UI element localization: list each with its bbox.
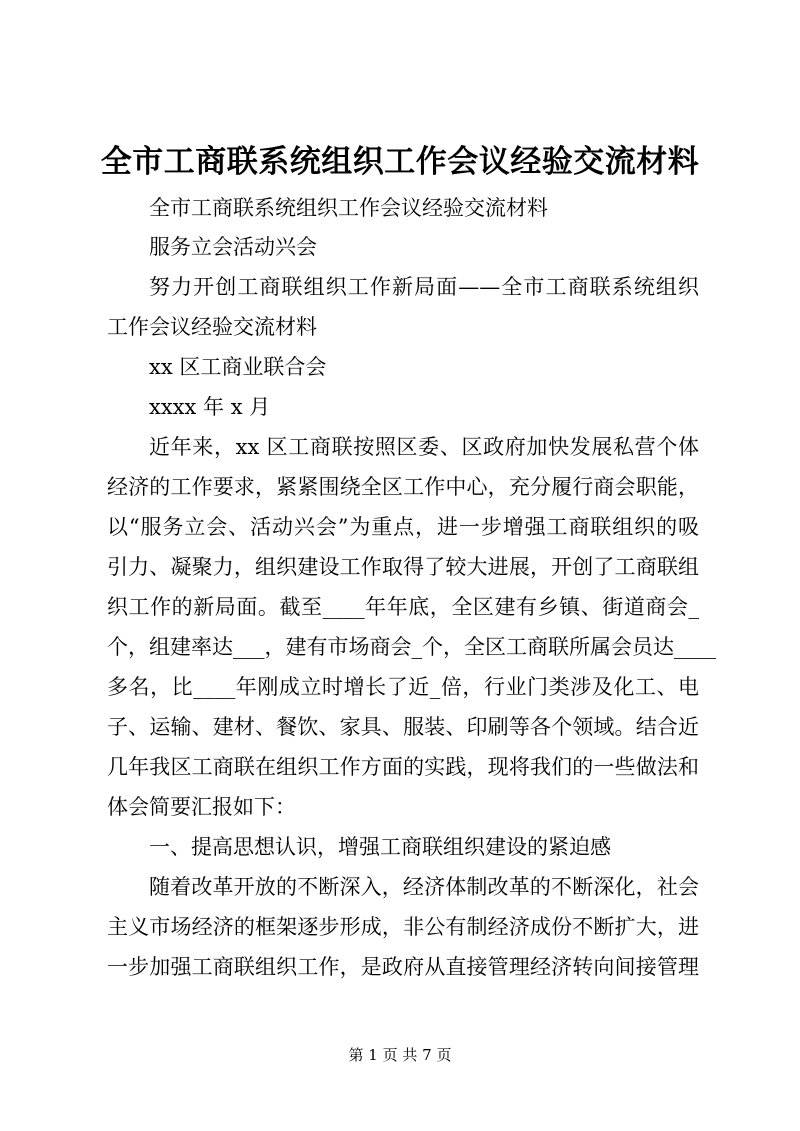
- page-footer: 第 1 页 共 7 页: [348, 1046, 452, 1064]
- paragraph-line: 多名，比____年刚成立时增长了近_倍，行业门类涉及化工、电: [107, 675, 699, 699]
- paragraph-line: 经济的工作要求，紧紧围绕全区工作中心，充分履行商会职能，: [107, 475, 699, 499]
- paragraph-line: 子、运输、建材、餐饮、家具、服装、印刷等各个领域。结合近: [107, 715, 699, 739]
- subtitle-line: 全市工商联系统组织工作会议经验交流材料: [149, 196, 548, 220]
- heading-line: 努力开创工商联组织工作新局面——全市工商联系统组织: [149, 275, 699, 299]
- paragraph-line: 个，组建率达___，建有市场商会_个，全区工商联所属会员达____: [107, 635, 716, 659]
- paragraph-line: 以“服务立会、活动兴会”为重点，进一步增强工商联组织的吸: [107, 515, 699, 539]
- date-line: xxxx 年 x 月: [149, 395, 271, 419]
- paragraph-line: 主义市场经济的框架逐步形成，非公有制经济成份不断扩大，进: [107, 915, 699, 939]
- document-title: 全市工商联系统组织工作会议经验交流材料: [100, 144, 700, 180]
- paragraph-line: 体会简要汇报如下：: [107, 795, 296, 819]
- paragraph-line: 随着改革开放的不断深入，经济体制改革的不断深化，社会: [149, 875, 699, 899]
- paragraph-line: 一步加强工商联组织工作，是政府从直接管理经济转向间接管理: [107, 955, 699, 979]
- section-heading: 一、提高思想认识，增强工商联组织建设的紧迫感: [149, 835, 611, 859]
- paragraph-line: 几年我区工商联在组织工作方面的实践，现将我们的一些做法和: [107, 755, 699, 779]
- paragraph-line: 引力、凝聚力，组织建设工作取得了较大进展，开创了工商联组: [107, 555, 699, 579]
- paragraph-line: 织工作的新局面。截至____年年底，全区建有乡镇、街道商会_: [107, 595, 699, 619]
- slogan-line: 服务立会活动兴会: [149, 235, 317, 259]
- author-line: xx 区工商业联合会: [149, 355, 327, 379]
- heading-line-continued: 工作会议经验交流材料: [107, 315, 317, 339]
- paragraph-line: 近年来，xx 区工商联按照区委、区政府加快发展私营个体: [149, 435, 699, 459]
